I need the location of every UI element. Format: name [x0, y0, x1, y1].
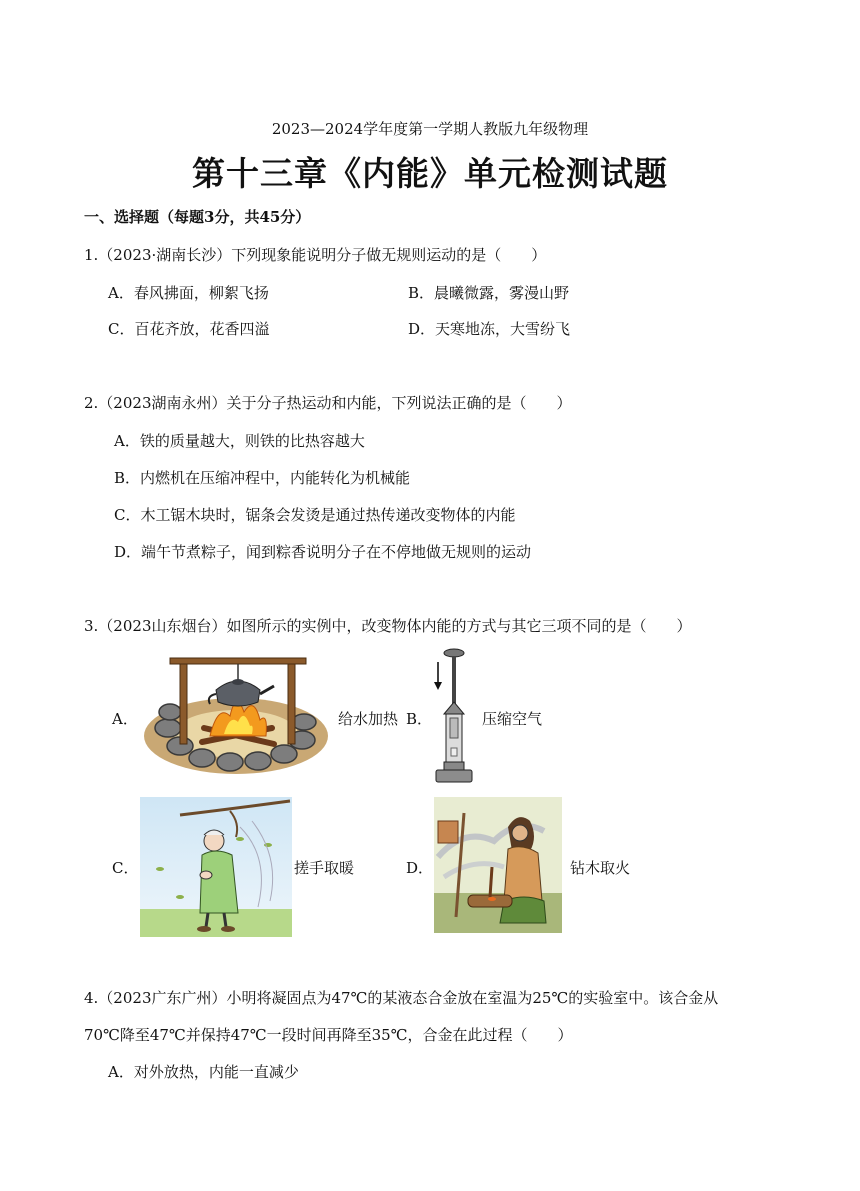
- question-3-option-b-caption: 压缩空气: [482, 710, 543, 728]
- question-3-option-b-letter: B．: [406, 710, 433, 728]
- campfire-kettle-illustration: [140, 650, 332, 778]
- question-3-option-d-letter: D．: [406, 859, 434, 877]
- question-2-option-b: B．内燃机在压缩冲程中，内能转化为机械能: [114, 469, 411, 487]
- question-3-option-a-letter: A．: [112, 710, 138, 728]
- question-2-option-d: D．端午节煮粽子，闻到粽香说明分子在不停地做无规则的运动: [114, 543, 532, 561]
- exam-title: 第十三章《内能》单元检测试题: [192, 154, 668, 193]
- question-4-option-a: A．对外放热，内能一直减少: [108, 1063, 299, 1081]
- section-heading: 一、选择题（每题3分，共45分）: [84, 208, 311, 226]
- air-compression-piston-illustration: [430, 646, 474, 786]
- question-3-option-c-caption: 搓手取暖: [294, 859, 355, 877]
- exam-subtitle: 2023—2024学年度第一学期人教版九年级物理: [271, 120, 589, 138]
- question-2-option-c: C．木工锯木块时，锯条会发烫是通过热传递改变物体的内能: [114, 506, 516, 524]
- question-1-stem: 1.（2023·湖南长沙）下列现象能说明分子做无规则运动的是（ ）: [84, 246, 547, 264]
- question-3-option-d-caption: 钻木取火: [570, 859, 631, 877]
- question-3-option-c-letter: C．: [112, 859, 139, 877]
- question-4-stem-line-1: 4.（2023广东广州）小明将凝固点为47℃的某液态合金放在室温为25℃的实验室中。该合金从: [84, 989, 719, 1007]
- question-3-stem: 3.（2023山东烟台）如图所示的实例中，改变物体内能的方式与其它三项不同的是（ ）: [84, 617, 692, 635]
- question-2-stem: 2.（2023湖南永州）关于分子热运动和内能，下列说法正确的是（ ）: [84, 394, 572, 412]
- question-1-option-c: C．百花齐放，花香四溢: [108, 320, 270, 338]
- question-1-option-a: A．春风拂面，柳絮飞扬: [108, 284, 269, 302]
- question-3-option-a-caption: 给水加热: [338, 710, 399, 728]
- rubbing-hands-elderly-man-illustration: [140, 797, 292, 937]
- question-4-stem-line-2: 70℃降至47℃并保持47℃一段时间再降至35℃，合金在此过程（ ）: [84, 1026, 573, 1044]
- question-1-option-b: B．晨曦微露，雾漫山野: [408, 284, 570, 302]
- question-1-option-d: D．天寒地冻，大雪纷飞: [408, 320, 571, 338]
- drilling-wood-fire-illustration: [434, 797, 562, 933]
- question-2-option-a: A．铁的质量越大，则铁的比热容越大: [114, 432, 365, 450]
